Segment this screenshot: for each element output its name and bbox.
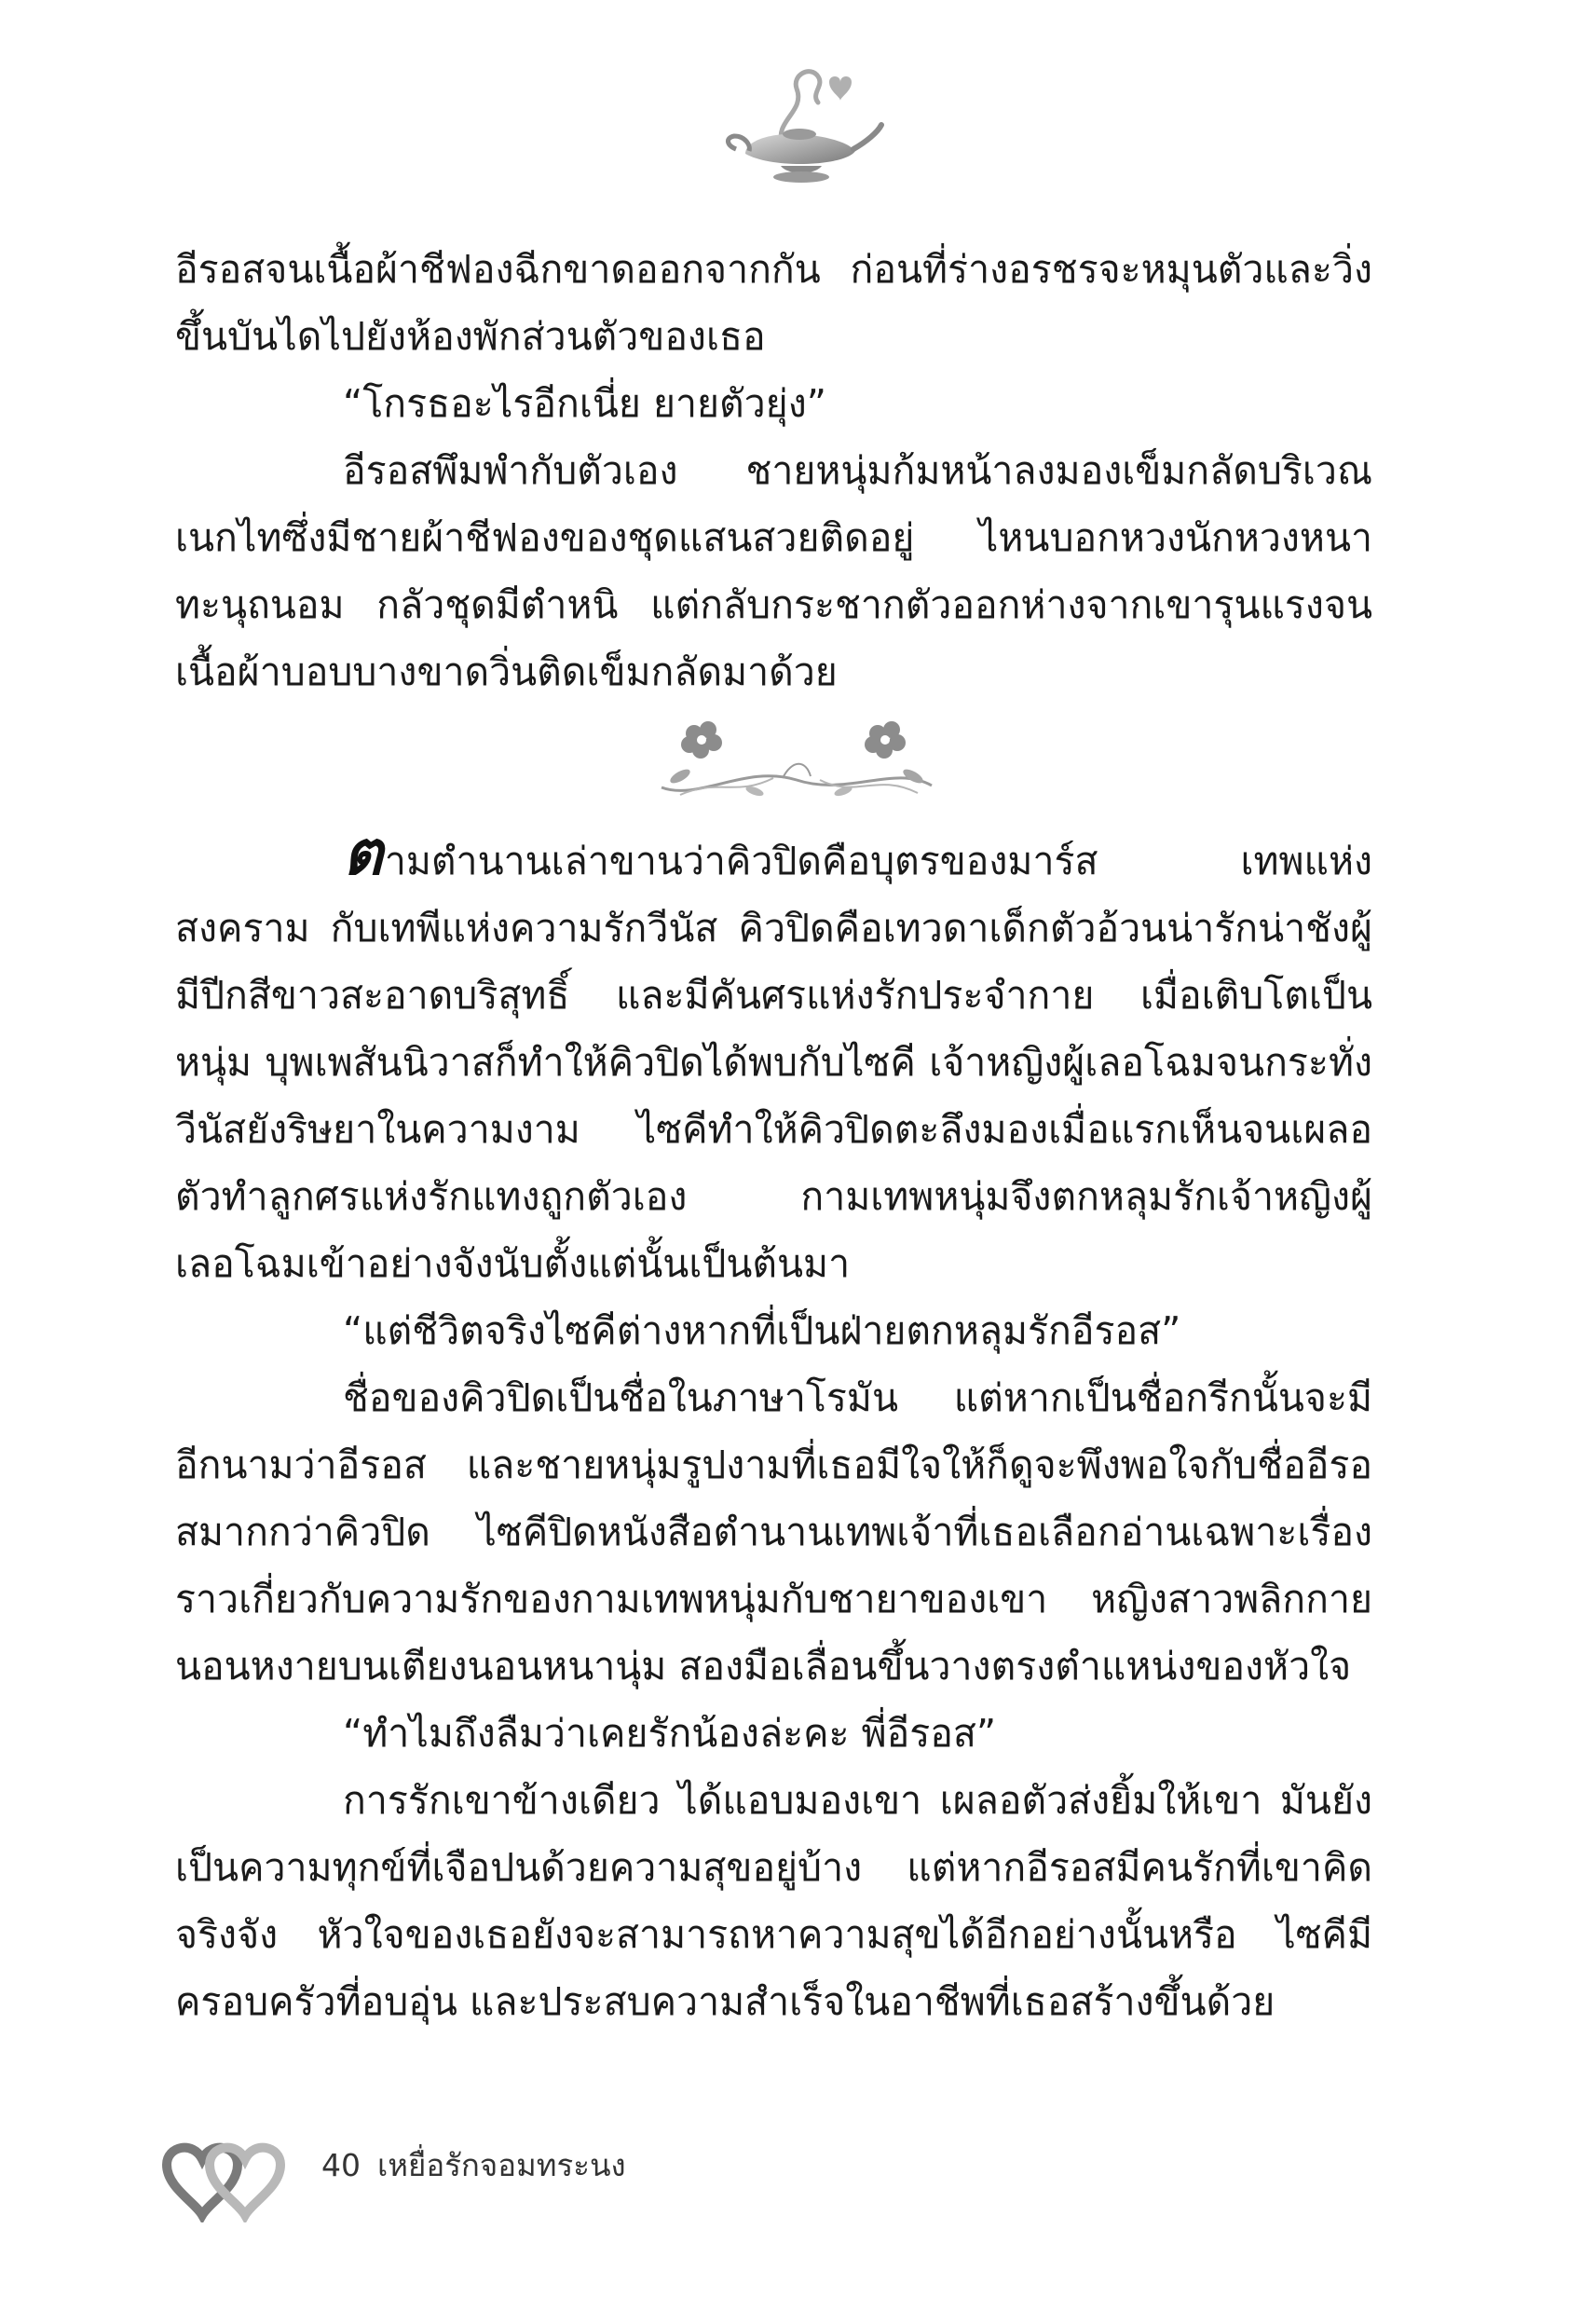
lamp-genie-ornament (717, 56, 885, 196)
double-heart-icon (154, 2129, 293, 2222)
paragraph-1: อีรอสจนเนื้อผ้าชีฟองฉีกขาดออกจากกัน ก่อนที่ร่างอรชรจะหมุนตัวและวิ่งขึ้นบันไดไปยังห้องพักส่วนตัวของเธอ (175, 247, 1372, 359)
section-2-text (175, 816, 1372, 2035)
paragraph-4: ชื่อของคิวปิดเป็นชื่อในภาษาโรมัน แต่หากเป็นชื่อกรีกนั้นจะมีอีกนามว่าอีรอส และชายหนุ่มรูปงามที่เธอมีใจให้ก็ดูจะพึงพอใจกับชื่ออีรอสมากกว่าคิวปิด ไซคีปิดหนังสือตำนานเทพเจ้าที่เธอเลือกอ่านเฉพาะเรื่องราวเกี่ยวกับความรักของกามเทพหนุ่มกับชายาของเขา หญิงสาวพลิกกายนอนหงายบนเตียงนอนหนานุ่ม สองมือเลื่อนขึ้นวางตรงตำแหน่งของหัวใจ (175, 1375, 1372, 1689)
page-number: 40 (321, 2147, 361, 2183)
paragraph-3 (175, 816, 1372, 1297)
section-1-text (175, 236, 1372, 705)
dialogue-1: “โกรธอะไรอีกเนี่ย ยายตัวยุ่ง” (343, 381, 826, 426)
dialogue-2: “แต่ชีวิตจริงไซคีต่างหากที่เป็นฝ่ายตกหลุมรักอีรอส” (343, 1308, 1181, 1353)
drop-cap: ต (343, 816, 383, 889)
dialogue-3: “ทำไมถึงลืมว่าเคยรักน้องล่ะคะ พี่อีรอส” (343, 1711, 997, 1756)
paragraph-3-text: ามตำนานเล่าขานว่าคิวปิดคือบุตรของมาร์ส เทพแห่งสงคราม กับเทพีแห่งความรักวีนัส คิวปิดคือเทวดาเด็กตัวอ้วนน่ารักน่าชังผู้มีปีกสีขาวสะอาดบริสุทธิ์ และมีคันศรแห่งรักประจำกาย เมื่อเติบโตเป็นหนุ่ม บุพเพสันนิวาสก็ทำให้คิวปิดได้พบกับไซคี เจ้าหญิงผู้เลอโฉมจนกระทั่งวีนัสยังริษยาในความงาม ไซคีทำให้คิวปิดตะลึงมองเมื่อแรกเห็นจนเผลอตัวทำลูกศรแห่งรักแทงถูกตัวเอง กามเทพหนุ่มจึงตกหลุมรักเจ้าหญิงผู้เลอโฉมเข้าอย่างจังนับตั้งแต่นั้นเป็นต้นมา (175, 839, 1372, 1286)
paragraph-5: การรักเขาข้างเดียว ได้แอบมองเขา เผลอตัวส่งยิ้มให้เขา มันยังเป็นความทุกข์ที่เจือปนด้วยความสุขอยู่บ้าง แต่หากอีรอสมีคนรักที่เขาคิดจริงจัง หัวใจของเธอยังจะสามารถหาความสุขได้อีกอย่างนั้นหรือ ไซคีมีครอบครัวที่อบอุ่น และประสบความสำเร็จในอาชีพที่เธอสร้างขึ้นด้วย (175, 1778, 1372, 2024)
book-title: เหยื่อรักจอมทระนง (377, 2147, 626, 2183)
paragraph-2: อีรอสพึมพำกับตัวเอง ชายหนุ่มก้มหน้าลงมองเข็มกลัดบริเวณเนกไทซึ่งมีชายผ้าชีฟองของชุดแสนสวยติดอยู่ ไหนบอกหวงนักหวงหนาทะนุถนอม กลัวชุดมีตำหนิ แต่กลับกระชากตัวออกห่างจากเขารุนแรงจนเนื้อผ้าบอบบางขาดวิ่นติดเข็มกลัดมาด้วย (175, 448, 1372, 694)
page-footer (321, 2143, 643, 2188)
floral-vine-divider (643, 713, 950, 811)
